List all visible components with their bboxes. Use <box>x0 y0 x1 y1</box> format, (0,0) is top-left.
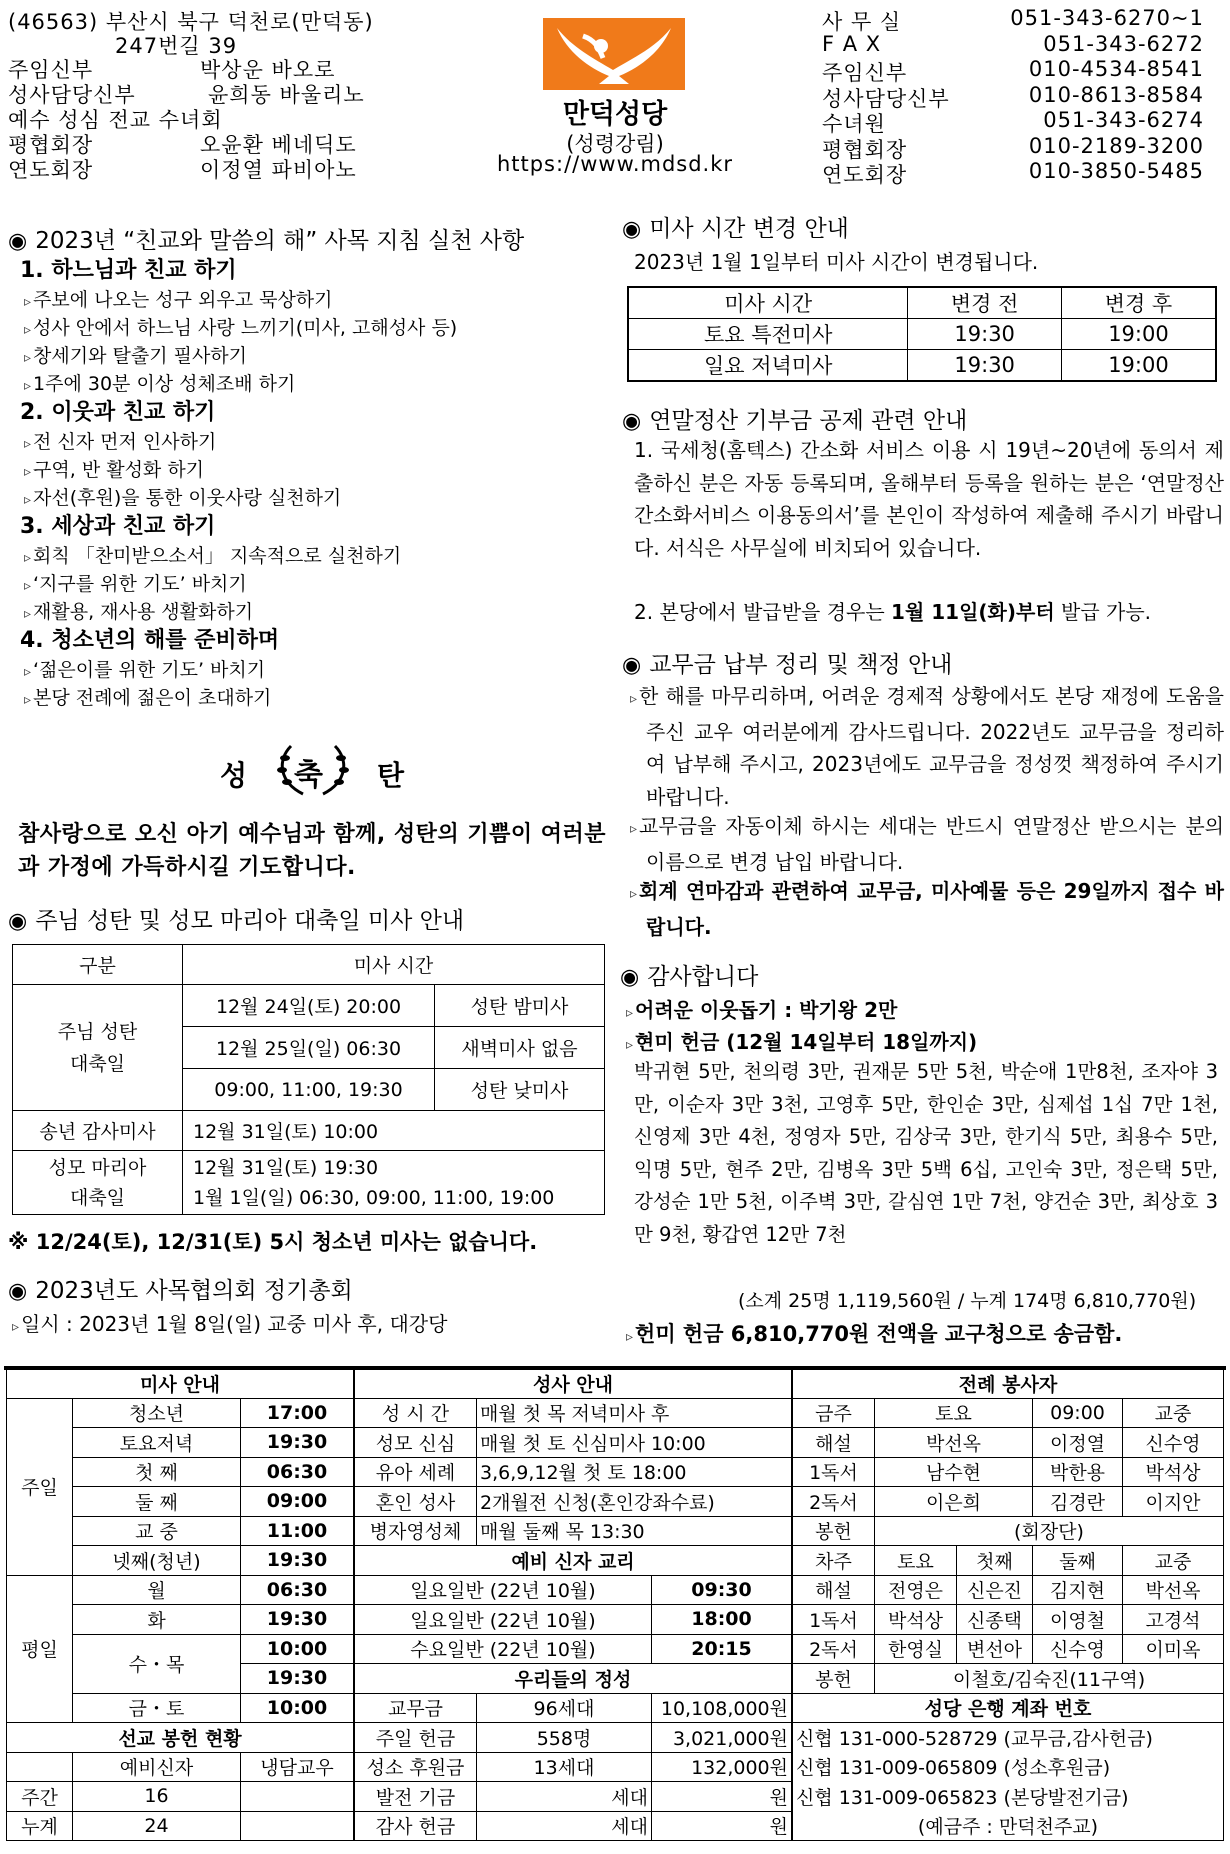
parish-subtitle: (성령강림) <box>566 132 664 156</box>
offering-count: 세대 <box>477 1811 652 1841</box>
staff-name: 박상운 바오로 <box>200 58 336 82</box>
bank-account-line: 신협 131-000-528729 (교무금,감사헌금) <box>793 1723 1224 1753</box>
triangle-bullet-icon: ▹ <box>626 1329 634 1345</box>
mass-name: 교 중 <box>73 1516 241 1546</box>
contact-phone: 051-343-6270~1 <box>1010 6 1204 30</box>
bottom-info-tables <box>4 1366 1226 1839</box>
mission-row-label: 주간 <box>7 1782 73 1812</box>
staff-role: 평협회장 <box>8 133 94 157</box>
contact-role: F A X <box>822 31 882 56</box>
sacrament-title: 성사 안내 <box>355 1369 792 1399</box>
pastoral-title: ◉ 2023년 “친교와 말씀의 해” 사목 지침 실천 사항 <box>8 228 525 254</box>
thanks-line-3: ▹헌미 헌금 6,810,770원 전액을 교구청으로 송금함. <box>626 1322 1123 1346</box>
staff-name: 오윤환 베네딕도 <box>200 133 357 157</box>
catechism-class: 일요일반 (22년 10월) <box>355 1575 652 1605</box>
pastoral-item: ▹ 1주에 30분 이상 성체조배 하기 <box>24 373 296 395</box>
liturgy-cell: 신은진 <box>957 1575 1033 1605</box>
catechism-time: 09:30 <box>652 1575 792 1605</box>
thanks-sum: (소계 25명 1,119,560원 / 누계 174명 6,810,770원) <box>738 1290 1197 1312</box>
thanks-title: ◉ 감사합니다 <box>620 964 759 990</box>
sacrament-name: 성 시 간 <box>355 1398 477 1428</box>
pastoral-item: ▹ 창세기와 탈출기 필사하기 <box>24 345 248 367</box>
triangle-bullet-icon: ▹ <box>24 436 32 452</box>
bank-account-line: 신협 131-009-065823 (본당발전기금) <box>793 1782 1224 1812</box>
mass-time: 19:30 <box>241 1605 354 1635</box>
liturgy-cell: 이철호/김숙진(11구역) <box>875 1664 1224 1694</box>
sacrament-name: 성모 신심 <box>355 1428 477 1458</box>
bullseye-icon: ◉ <box>8 909 28 934</box>
liturgy-cell: 남수현 <box>875 1457 1033 1487</box>
weekday-label: 평일 <box>7 1575 73 1723</box>
address-line1: (46563) 부산시 북구 덕천로(만덕동) <box>8 10 374 34</box>
council-title: ◉ 2023년도 사목협의회 정기총회 <box>8 1278 353 1304</box>
pastoral-item: ▹ 본당 전례에 젊은이 초대하기 <box>24 687 272 709</box>
mass-time: 06:30 <box>241 1575 354 1605</box>
triangle-bullet-icon: ▹ <box>24 350 32 366</box>
liturgy-cell: 교중 <box>1123 1398 1224 1428</box>
liturgy-cell: 토요 <box>875 1398 1033 1428</box>
triangle-bullet-icon: ▹ <box>630 886 638 902</box>
mass-day: 월 <box>73 1575 241 1605</box>
address-line2: 247번길 39 <box>115 34 238 58</box>
mass-time: 09:00 <box>241 1487 354 1517</box>
mass-name: 넷째(청년) <box>73 1546 241 1576</box>
pastoral-item: ▹ ‘젊은이를 위한 기도’ 바치기 <box>24 659 266 681</box>
mass-name: 일요 저녁미사 <box>628 350 908 382</box>
bank-account-holder: (예금주 : 만덕천주교) <box>793 1811 1224 1841</box>
table-header: 구분 <box>13 945 183 985</box>
sacrament-time: 3,6,9,12월 첫 토 18:00 <box>477 1457 792 1487</box>
sacrament-time: 2개월전 신청(혼인강좌수료) <box>477 1487 792 1517</box>
liturgy-cell: 변선아 <box>957 1634 1033 1664</box>
liturgy-cell: 박선옥 <box>875 1428 1033 1458</box>
mass-note: 성탄 밤미사 <box>435 985 605 1027</box>
triangle-bullet-icon: ▹ <box>24 464 32 480</box>
bullseye-icon: ◉ <box>622 409 642 434</box>
triangle-bullet-icon: ▹ <box>24 606 32 622</box>
sacrament-name: 혼인 성사 <box>355 1487 477 1517</box>
liturgy-cell: 1독서 <box>793 1457 875 1487</box>
triangle-bullet-icon: ▹ <box>24 664 32 680</box>
liturgy-cell: 이은희 <box>875 1487 1033 1517</box>
table-header: 변경 후 <box>1061 287 1216 319</box>
contact-phone: 010-3850-5485 <box>1028 159 1204 183</box>
sacrament-time: 매월 첫 목 저녁미사 후 <box>477 1398 792 1428</box>
mass-time: 10:00 <box>241 1693 354 1723</box>
offering-name: 주일 헌금 <box>355 1723 477 1753</box>
dues-bullet-3: ▹ 회계 연마감과 관련하여 교무금, 미사예물 등은 29일까지 접수 바랍니다. <box>630 879 1224 939</box>
liturgy-cell: 해설 <box>793 1575 875 1605</box>
liturgy-cell: 박선옥 <box>1123 1575 1224 1605</box>
mass-time: 06:30 <box>241 1457 354 1487</box>
offering-name: 발전 기금 <box>355 1782 477 1812</box>
mass-time: 19:30 <box>241 1664 354 1694</box>
staff-name: 윤희동 바울리노 <box>208 83 365 107</box>
contact-role: 평협회장 <box>822 137 908 162</box>
triangle-bullet-icon: ▹ <box>626 1005 634 1021</box>
triangle-bullet-icon: ▹ <box>626 1037 634 1053</box>
bullseye-icon: ◉ <box>622 653 642 678</box>
mass-note: 새벽미사 없음 <box>435 1027 605 1069</box>
liturgy-cell: 박한용 <box>1033 1457 1123 1487</box>
liturgy-cell: 첫째 <box>957 1546 1033 1576</box>
offering-count: 세대 <box>477 1782 652 1812</box>
contact-phone: 010-4534-8541 <box>1028 57 1204 81</box>
liturgy-cell: 토요 <box>875 1546 957 1576</box>
triangle-bullet-icon: ▹ <box>630 821 638 837</box>
sacrament-name: 유아 세례 <box>355 1457 477 1487</box>
liturgy-cell: 차주 <box>793 1546 875 1576</box>
offering-name: 성소 후원금 <box>355 1752 477 1782</box>
mass-day: 화 <box>73 1605 241 1635</box>
mass-change-table <box>627 286 1217 382</box>
staff-role: 예수 성심 전교 수녀회 <box>8 108 223 132</box>
sacrament-time: 매월 둘째 목 13:30 <box>477 1516 792 1546</box>
offering-amount: 원 <box>652 1782 792 1812</box>
pastoral-item: ▹ 자선(후원)을 통한 이웃사랑 실천하기 <box>24 487 342 509</box>
pastoral-item: ▹ 전 신자 먼저 인사하기 <box>24 431 217 453</box>
table-header: 미사 시간 <box>183 945 605 985</box>
pastoral-heading: 1. 하느님과 친교 하기 <box>20 258 237 283</box>
sacrament-name: 병자영성체 <box>355 1516 477 1546</box>
mission-header: 예비신자 <box>73 1752 241 1782</box>
liturgy-cell: 이지안 <box>1123 1487 1224 1517</box>
catechism-class: 일요일반 (22년 10월) <box>355 1605 652 1635</box>
contact-role: 주임신부 <box>822 61 908 85</box>
bullseye-icon: ◉ <box>620 965 640 990</box>
offering-amount: 3,021,000원 <box>652 1723 792 1753</box>
pastoral-heading: 4. 청소년의 해를 준비하며 <box>20 628 280 653</box>
triangle-bullet-icon: ▹ <box>630 691 638 707</box>
liturgy-cell: 봉헌 <box>793 1664 875 1694</box>
youth-mass-notice: ※ 12/24(토), 12/31(토) 5시 청소년 미사는 없습니다. <box>8 1230 538 1254</box>
christmas-mass-table <box>12 944 605 1215</box>
mass-name: 토요저녁 <box>73 1428 241 1458</box>
dues-bullet-1: ▹ 한 해를 마무리하며, 어려운 경제적 상황에서도 본당 재정에 도움을 주신 교우 여러분에게 감사드립니다. 2022년도 교무금을 정리하여 납부해 주시고, 2023년에도 교무금을 정성껏 책정하여 주시기 바랍니다. <box>630 684 1224 809</box>
mass-day: 금・토 <box>73 1693 241 1723</box>
liturgy-cell: 신종택 <box>957 1605 1033 1635</box>
pastoral-item: ▹ 회칙 「찬미받으소서」 지속적으로 실천하기 <box>24 545 402 567</box>
mission-header: 냉담교우 <box>241 1752 354 1782</box>
triangle-bullet-icon: ▹ <box>24 322 32 338</box>
mission-value: 16 <box>73 1782 241 1812</box>
before-time: 19:30 <box>908 350 1062 382</box>
pastoral-heading: 2. 이웃과 친교 하기 <box>20 400 216 425</box>
liturgy-cell: 이영철 <box>1033 1605 1123 1635</box>
yearend-label: 송년 감사미사 <box>13 1111 183 1151</box>
mass-change-title: ◉ 미사 시간 변경 안내 <box>622 216 849 242</box>
contact-phone: 010-8613-8584 <box>1028 82 1204 107</box>
triangle-bullet-icon: ▹ <box>24 492 32 508</box>
offering-amount: 원 <box>652 1811 792 1841</box>
triangle-bullet-icon: ▹ <box>24 578 32 594</box>
thanks-donors: 박귀현 5만, 천의령 3만, 권재문 5만 5천, 박순애 1만8천, 조자야 3만, 이순자 3만 3천, 고영후 5만, 한인순 3만, 심제섭 1십 7만 1천, 신영제 3만 4천, 정영자 5만, 김상국 3만, 한기식 5만, 최용수 5만, 익명 5만, 현주 2만, 김병옥 3만 5백 6십, 고인숙 3만, 정은택 5만, 강성순 1만 5천, 이주벽 3만, 갈심연 1만 7천, 양건순 3만, 최상호 3만 9천, 황갑연 12만 7천 <box>634 1060 1218 1246</box>
contact-phone: 051-343-6272 <box>1043 31 1204 56</box>
liturgy-cell: 전영은 <box>875 1575 957 1605</box>
liturgy-cell: 신수영 <box>1123 1428 1224 1458</box>
sunday-label: 주일 <box>7 1398 73 1575</box>
triangle-bullet-icon: ▹ <box>24 692 32 708</box>
staff-name: 이정열 파비아노 <box>200 158 357 182</box>
staff-role: 성사담당신부 <box>8 83 136 107</box>
catechism-title: 예비 신자 교리 <box>355 1546 792 1576</box>
liturgy-cell: 2독서 <box>793 1634 875 1664</box>
mass-schedule-table <box>6 1368 354 1841</box>
offering-count: 13세대 <box>477 1752 652 1782</box>
contact-phone: 010-2189-3200 <box>1028 133 1204 158</box>
mission-row-label: 누계 <box>7 1811 73 1841</box>
mass-name: 둘 째 <box>73 1487 241 1517</box>
mary-label: 성모 마리아 대축일 <box>13 1151 183 1215</box>
liturgy-cell: 교중 <box>1123 1546 1224 1576</box>
pastoral-item: ▹ 구역, 반 활성화 하기 <box>24 459 205 481</box>
sacrament-time: 매월 첫 토 신심미사 10:00 <box>477 1428 792 1458</box>
contact-role: 수녀원 <box>822 112 886 136</box>
offering-count: 558명 <box>477 1723 652 1753</box>
christmas-emblem: 성 축 탄 <box>215 742 415 802</box>
offering-title: 우리들의 정성 <box>355 1664 792 1694</box>
contact-role: 연도회장 <box>822 163 908 187</box>
liturgy-cell: 김지현 <box>1033 1575 1123 1605</box>
liturgy-cell: 고경석 <box>1123 1605 1224 1635</box>
bank-title: 성당 은행 계좌 번호 <box>793 1693 1224 1723</box>
parish-url[interactable]: https://www.mdsd.kr <box>496 152 734 176</box>
liturgy-table <box>792 1368 1224 1841</box>
catechism-time: 20:15 <box>652 1634 792 1664</box>
parish-logo <box>543 18 685 90</box>
liturgy-title: 전례 봉사자 <box>793 1369 1224 1399</box>
liturgy-cell: 신수영 <box>1033 1634 1123 1664</box>
liturgy-cell: 한영실 <box>875 1634 957 1664</box>
mass-change-subtitle: 2023년 1월 1일부터 미사 시간이 변경됩니다. <box>634 250 1039 274</box>
triangle-bullet-icon: ▹ <box>24 550 32 566</box>
sacrament-table <box>354 1368 792 1841</box>
bullseye-icon: ◉ <box>622 217 642 242</box>
mass-time: 11:00 <box>241 1516 354 1546</box>
christmas-message: 참사랑으로 오신 아기 예수님과 함께, 성탄의 기쁨이 여러분과 가정에 가득하시길 기도합니다. <box>18 822 607 880</box>
mass-time: 12월 25일(일) 06:30 <box>183 1027 435 1069</box>
triangle-bullet-icon: ▹ <box>12 1319 20 1335</box>
pastoral-item: ▹ 성사 안에서 하느님 사랑 느끼기(미사, 고해성사 등) <box>24 317 458 339</box>
tax-paragraph-2: 2. 본당에서 발급받을 경우는 1월 11일(화)부터 발급 가능. <box>634 600 1151 624</box>
mass-time: 12월 24일(토) 20:00 <box>183 985 435 1027</box>
liturgy-cell: 금주 <box>793 1398 875 1428</box>
contact-role: 성사담당신부 <box>822 86 950 111</box>
after-time: 19:00 <box>1061 319 1216 350</box>
liturgy-cell: 2독서 <box>793 1487 875 1517</box>
council-item: ▹ 일시 : 2023년 1월 8일(일) 교중 미사 후, 대강당 <box>12 1312 448 1336</box>
liturgy-cell: (회장단) <box>875 1516 1224 1546</box>
mass-name: 첫 째 <box>73 1457 241 1487</box>
mission-value: 24 <box>73 1811 241 1841</box>
liturgy-cell: 1독서 <box>793 1605 875 1635</box>
liturgy-cell: 박석상 <box>875 1605 957 1635</box>
mass-day: 수・목 <box>73 1634 241 1693</box>
table-header: 변경 전 <box>908 287 1062 319</box>
pastoral-item: ▹ 재활용, 재사용 생활화하기 <box>24 601 254 623</box>
mission-title: 선교 봉헌 현황 <box>7 1723 354 1753</box>
bank-account-line: 신협 131-009-065809 (성소후원금) <box>793 1752 1224 1782</box>
thanks-line-1: ▹ 어려운 이웃돕기 : 박기왕 2만 <box>626 998 898 1022</box>
bullseye-icon: ◉ <box>8 1279 28 1304</box>
dues-bullet-2: ▹ 교무금을 자동이체 하시는 세대는 반드시 연말정산 받으시는 분의 이름으로 변경 납입 바랍니다. <box>630 814 1224 874</box>
tax-paragraph-1: 1. 국세청(홈텍스) 간소화 서비스 이용 시 19년~20년에 동의서 제출하신 분은 자동 등록되며, 올해부터 등록을 원하는 분은 ‘연말정산 간소화서비스 이용동의서’를 본인이 작성하여 제출해 주시기 바랍니다. 서식은 사무실에 비치되어 있습니다. <box>634 438 1224 560</box>
contact-phone: 051-343-6274 <box>1043 108 1204 132</box>
offering-count: 96세대 <box>477 1693 652 1723</box>
mass-time: 10:00 <box>241 1634 354 1664</box>
pastoral-groups <box>20 256 610 712</box>
after-time: 19:00 <box>1061 350 1216 382</box>
triangle-bullet-icon: ▹ <box>24 378 32 394</box>
christmas-label: 주님 성탄 대축일 <box>13 985 183 1111</box>
yearend-time: 12월 31일(토) 10:00 <box>183 1111 605 1151</box>
liturgy-cell: 09:00 <box>1033 1398 1123 1428</box>
liturgy-cell: 해설 <box>793 1428 875 1458</box>
offering-amount: 10,108,000원 <box>652 1693 792 1723</box>
dove-logo-icon <box>543 18 685 90</box>
dues-title: ◉ 교무금 납부 정리 및 책정 안내 <box>622 652 953 678</box>
mass-time: 19:30 <box>241 1546 354 1576</box>
thanks-line-2: ▹ 현미 헌금 (12월 14일부터 18일까지) <box>626 1030 978 1054</box>
mass-name: 토요 특전미사 <box>628 319 908 350</box>
mass-time: 17:00 <box>241 1398 354 1428</box>
parish-name: 만덕성당 <box>562 99 668 130</box>
pastoral-item: ▹ ‘지구를 위한 기도’ 바치기 <box>24 573 247 595</box>
mass-note: 성탄 낮미사 <box>435 1069 605 1111</box>
triangle-bullet-icon: ▹ <box>24 294 32 310</box>
mass-schedule-title: 미사 안내 <box>7 1369 354 1399</box>
mary-times: 12월 31일(토) 19:30 1월 1일(일) 06:30, 09:00, 11:00, 19:00 <box>183 1151 605 1215</box>
mass-time: 09:00, 11:00, 19:30 <box>183 1069 435 1111</box>
offering-name: 교무금 <box>355 1693 477 1723</box>
offering-amount: 132,000원 <box>652 1752 792 1782</box>
bullseye-icon: ◉ <box>8 229 28 254</box>
mass-time: 19:30 <box>241 1428 354 1458</box>
staff-role: 연도회장 <box>8 158 94 182</box>
pastoral-item: ▹ 주보에 나오는 성구 외우고 묵상하기 <box>24 289 333 311</box>
table-header: 미사 시간 <box>628 287 908 319</box>
liturgy-cell: 봉헌 <box>793 1516 875 1546</box>
staff-role: 주임신부 <box>8 58 94 82</box>
liturgy-cell: 이정열 <box>1033 1428 1123 1458</box>
catechism-time: 18:00 <box>652 1605 792 1635</box>
pastoral-heading: 3. 세상과 친교 하기 <box>20 514 216 539</box>
liturgy-cell: 이미옥 <box>1123 1634 1224 1664</box>
contact-role: 사 무 실 <box>822 10 902 34</box>
tax-title: ◉ 연말정산 기부금 공제 관련 안내 <box>622 408 968 434</box>
catechism-class: 수요일반 (22년 10월) <box>355 1634 652 1664</box>
mass-name: 청소년 <box>73 1398 241 1428</box>
liturgy-cell: 김경란 <box>1033 1487 1123 1517</box>
liturgy-cell: 둘째 <box>1033 1546 1123 1576</box>
offering-name: 감사 헌금 <box>355 1811 477 1841</box>
before-time: 19:30 <box>908 319 1062 350</box>
mass-info-title: ◉ 주님 성탄 및 성모 마리아 대축일 미사 안내 <box>8 908 465 934</box>
liturgy-cell: 박석상 <box>1123 1457 1224 1487</box>
